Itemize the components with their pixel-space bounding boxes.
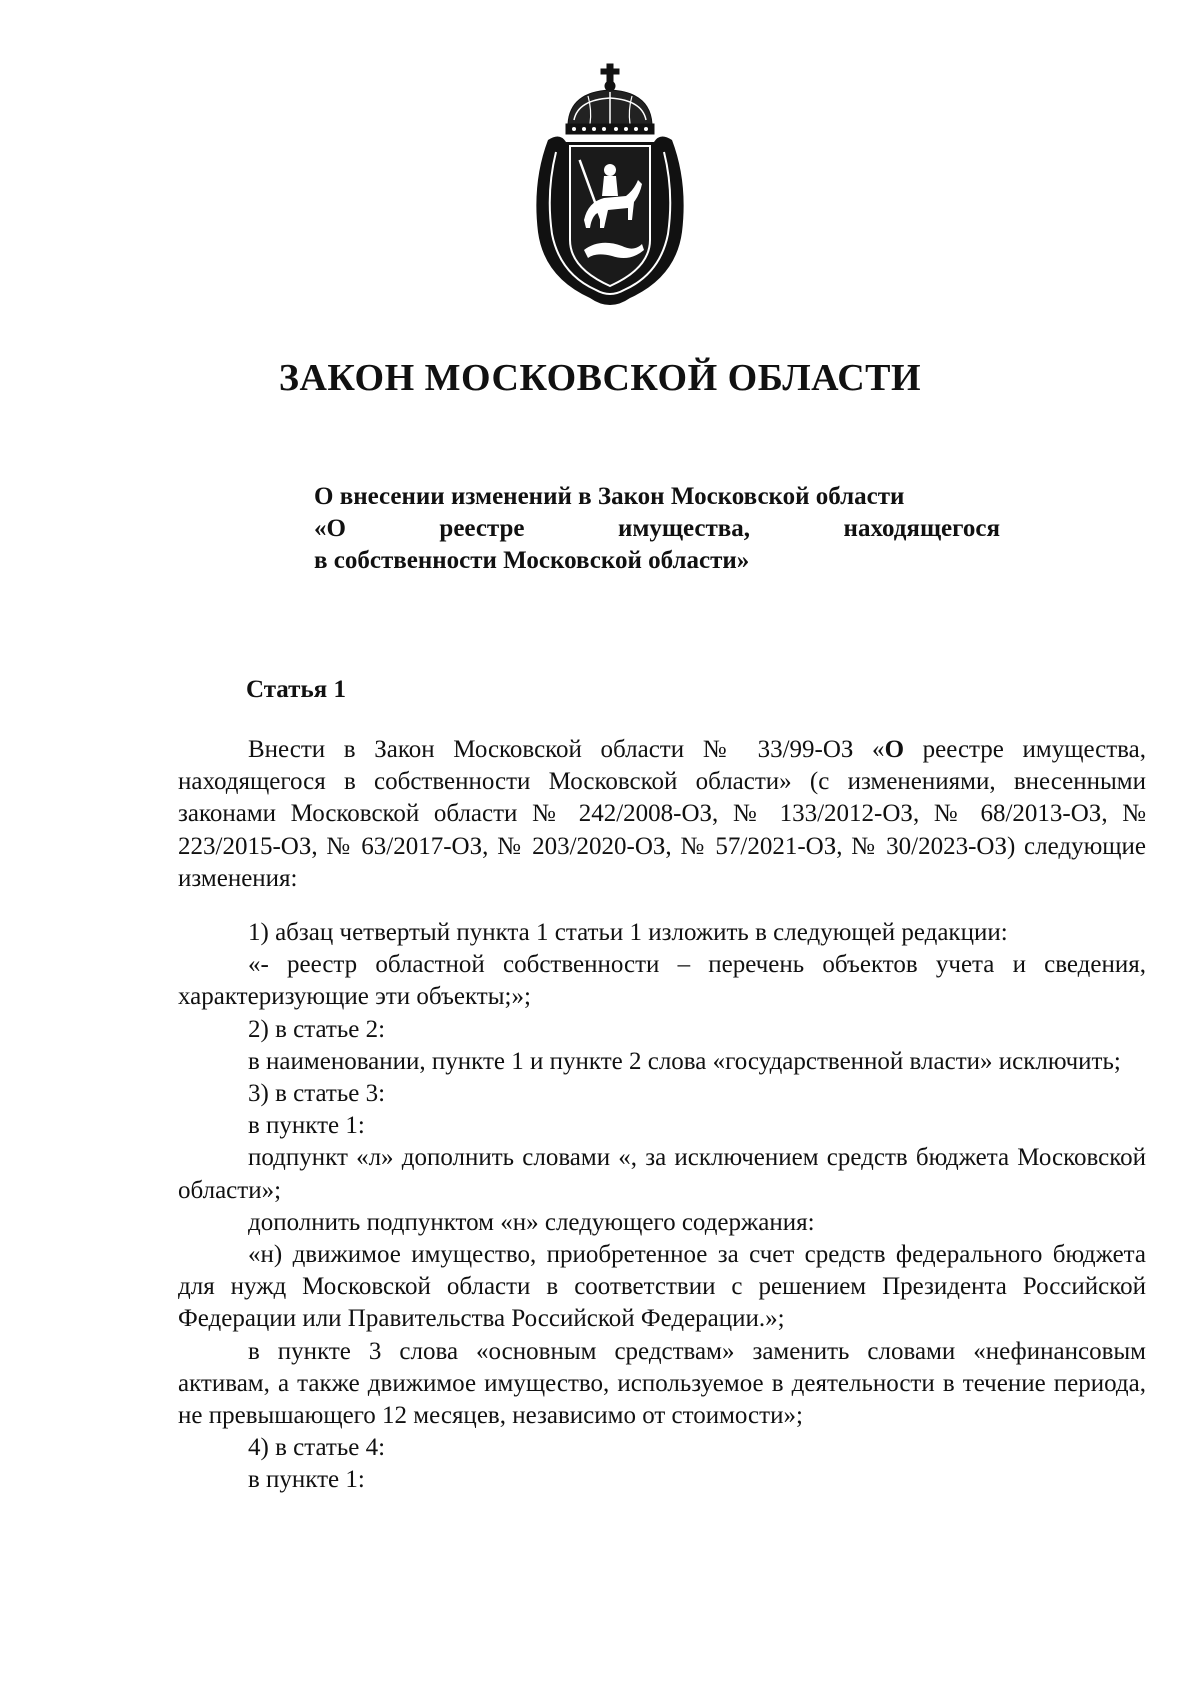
intro-pre: Внести в Закон Московской области № 33/99-ОЗ « [248,736,885,763]
article-body [178,734,1146,1497]
paragraph: «- реестр областной собственности – перечень объектов учета и сведения, характеризующие эти объекты;»; [178,951,1146,1011]
subtitle-line-1: О внесении изменений в Закон Московской области [314,483,905,510]
paragraph: 2) в статье 2: [248,1015,386,1043]
paragraph: в пункте 3 слова «основным средствам» заменить словами «нефинансовым активам, а также движимое имущество, используемое в деятельности в течение периода, не превышающего 12 месяцев, независимо от стоимости»; [178,1337,1146,1430]
paragraph: в пункте 1: [248,1466,365,1494]
paragraph: 4) в статье 4: [248,1434,386,1462]
document-subtitle [314,481,1000,577]
paragraph: в пункте 1: [248,1112,365,1140]
coat-of-arms-emblem [530,62,690,314]
intro-bold: О [884,736,905,763]
paragraph: в наименовании, пункте 1 и пункте 2 слова «государственной власти» исключить; [248,1047,1121,1075]
document-title: ЗАКОН МОСКОВСКОЙ ОБЛАСТИ [278,357,922,399]
paragraph: «н) движимое имущество, приобретенное за счет средств федерального бюджета для нужд Московской области в соответствии с решением Президента Российской Федерации или Правительства Российской Федерации.»; [178,1241,1146,1333]
subtitle-line-2: «О реестре имущества, находящегося [314,515,1000,542]
paragraph: дополнить подпунктом «н» следующего содержания: [248,1208,815,1236]
paragraph: 3) в статье 3: [248,1080,386,1108]
intro-paragraph [178,734,1146,895]
article-heading: Статья 1 [246,676,346,703]
crown-icon [566,64,654,134]
paragraph: 1) абзац четвертый пункта 1 статьи 1 изложить в следующей редакции: [248,919,1008,947]
intro-post: реестре имущества, находящегося в собственности Московской области» (с изменениями, внесенными законами Московской области № 242/2008-ОЗ, № 133/2012-ОЗ, № 68/2013-ОЗ, № 223/2015-ОЗ, № 63/2017-ОЗ, № 203/2020-ОЗ, № 57/2021-ОЗ, № 30/2023-ОЗ) следующие изменения: [178,736,1147,892]
subtitle-line-3: в собственности Московской области» [314,547,750,574]
paragraph: подпункт «л» дополнить словами «, за исключением средств бюджета Московской области»; [178,1144,1146,1204]
